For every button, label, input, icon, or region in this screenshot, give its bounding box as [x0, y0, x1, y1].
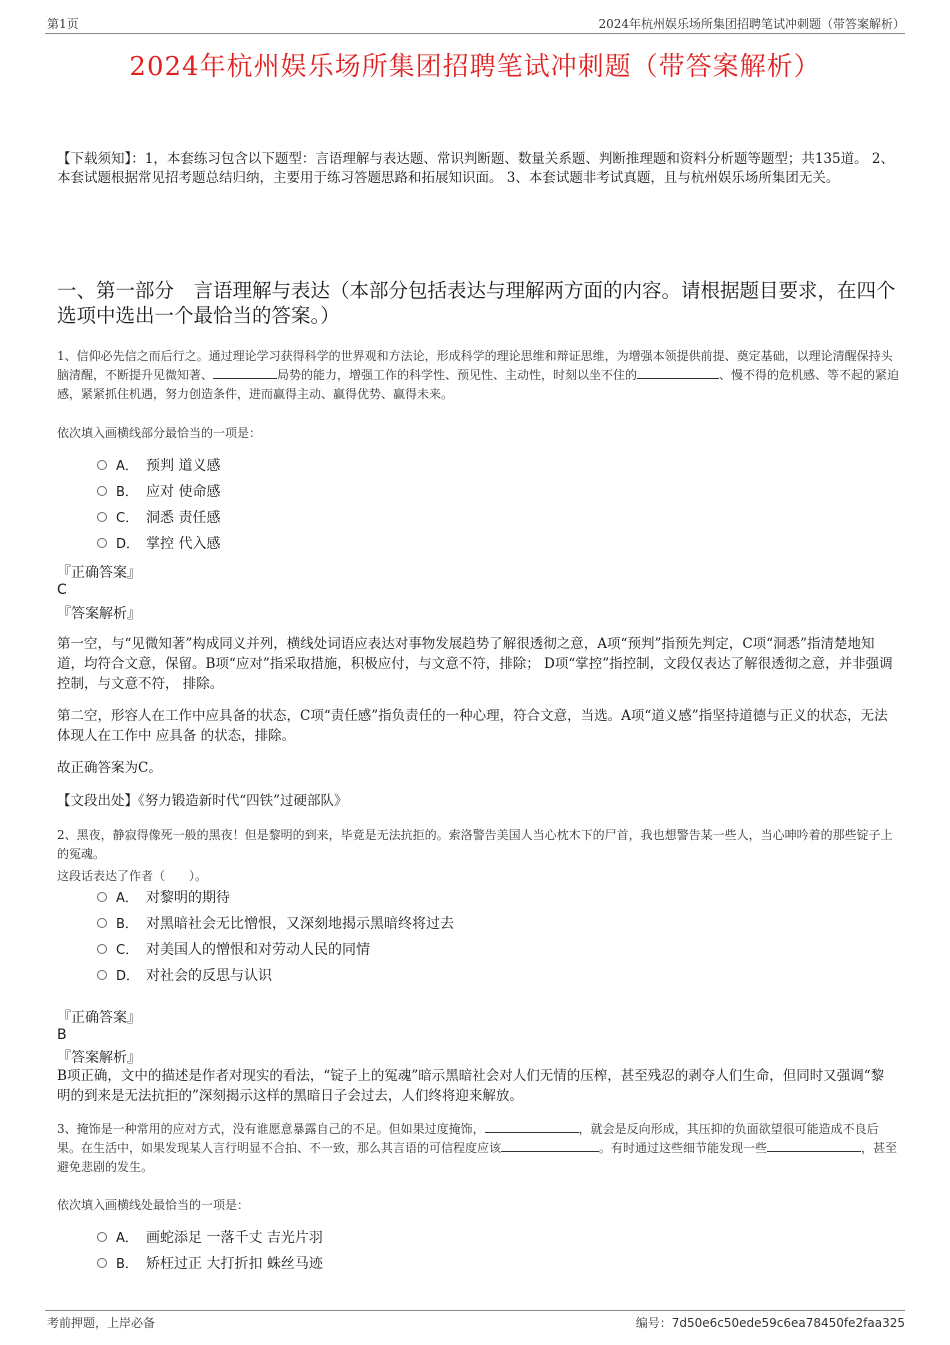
q1-answer: C	[57, 582, 67, 598]
q3-option-b[interactable]: B． 矫枉过正 大打折扣 蛛丝马迹	[97, 1254, 323, 1274]
radio-icon[interactable]	[97, 460, 107, 470]
q2-analysis-paragraph: B项正确，文中的描述是作者对现实的看法，“锭子上的冤魂”暗示黑暗社会对人们无情的压榨，甚至残忍的剥夺人们生命，但同时又强调“黎明的到来是无法抗拒的”深刻揭示这样的黑暗日子会过去，人们终将迎来解放。	[57, 1068, 885, 1104]
q1-option-d[interactable]: D． 掌控 代入感	[97, 534, 220, 554]
question-2-text: 2、黑夜，静寂得像死一般的黑夜！但是黎明的到来，毕竟是无法抗拒的。索洛警告美国人当心枕木下的尸首，我也想警告某一些人，当心呻吟着的那些锭子上的冤魂。	[57, 828, 893, 861]
q1-analysis-conclusion: 故正确答案为C。	[57, 760, 162, 776]
radio-icon[interactable]	[97, 1258, 107, 1268]
download-notice: 【下载须知】：1，本套练习包含以下题型：言语理解与表达题、常识判断题、数量关系题、判断推理题和资料分析题等题型；共135道。 2、本套试题根据常见招考题总结归纳，主要用于练习答题思路和拓展知识面。 3、本套试题非考试真题，且与杭州娱乐场所集团无关。	[57, 151, 894, 186]
q1-source: 【文段出处】《努力锻造新时代“四铁”过硬部队》	[57, 793, 348, 809]
radio-icon[interactable]	[97, 512, 107, 522]
q2-analysis-label: 『答案解析』	[57, 1050, 141, 1066]
document-title: 2024年杭州娱乐场所集团招聘笔试冲刺题（带答案解析）	[129, 52, 821, 82]
q1-option-b[interactable]: B． 应对 使命感	[97, 482, 220, 502]
blank-1	[485, 1120, 579, 1133]
section-heading: 一、第一部分 言语理解与表达（本部分包括表达与理解两方面的内容。请根据题目要求，在四个选项中选出一个最恰当的答案。）	[57, 279, 896, 327]
blank-2	[637, 366, 719, 379]
q1-option-a[interactable]: A． 预判 道义感	[97, 456, 220, 476]
question-1-text: 1、信仰必先信之而后行之。通过理论学习获得科学的世界观和方法论，形成科学的理论思维和辩证思维，为增强本领提供前提、奠定基础，以理论清醒保持头脑清醒，不断提升见微知著、 局势的能力，增强工作的科学性、预见性、主动性，时刻以坐不住的 、慢不得的危机感、等不起的紧迫感，紧紧抓住机遇，努力创造条件，进而赢得主动、赢得优势、赢得未来。	[57, 349, 900, 401]
question-1-instruction: 依次填入画横线部分最恰当的一项是：	[57, 426, 262, 440]
q2-option-d[interactable]: D． 对社会的反思与认识	[97, 966, 272, 986]
blank-3	[767, 1139, 861, 1152]
q1-analysis-paragraph: 第一空，与“见微知著”构成同义并列，横线处词语应表达对事物发展趋势了解很透彻之意，A项“预判”指预先判定，C项“洞悉”指清楚地知道，均符合文意，保留。B项“应对”指采取措施，积极应付，与文意不符，排除； D项“掌控”指控制，文段仅表达了解很透彻之意，并非强调控制，与文意不符， 排除。	[57, 636, 893, 692]
radio-icon[interactable]	[97, 538, 107, 548]
q2-option-a[interactable]: A． 对黎明的期待	[97, 888, 230, 908]
q2-correct-label: 『正确答案』	[57, 1010, 141, 1026]
question-3-text: 3、掩饰是一种常用的应对方式，没有谁愿意暴露自己的不足。但如果过度掩饰， ，就会是反向形成，其压抑的负面欲望很可能造成不良后果。在生活中，如果发现某人言行明显不合拍、不一致，那么其言语的可信程度应该 。有时通过这些细节能发现一些 ，甚至避免悲剧的发生。	[57, 1122, 898, 1174]
q1-correct-label: 『正确答案』	[57, 565, 141, 581]
q3-option-a[interactable]: A． 画蛇添足 一落千丈 吉光片羽	[97, 1228, 323, 1248]
radio-icon[interactable]	[97, 892, 107, 902]
q1-analysis-paragraph: 第二空，形容人在工作中应具备的状态，C项“责任感”指负责任的一种心理，符合文意，当选。A项“道义感”指坚持道德与正义的状态，无法体现人在工作中 应具备 的状态，排除。	[57, 708, 888, 744]
footer-slogan: 考前押题，上岸必备	[47, 1316, 156, 1330]
q1-option-c[interactable]: C． 洞悉 责任感	[97, 508, 220, 528]
radio-icon[interactable]	[97, 486, 107, 496]
header-title: 2024年杭州娱乐场所集团招聘笔试冲刺题（带答案解析）	[598, 17, 905, 31]
footer-divider	[45, 1310, 905, 1311]
blank-1	[213, 366, 277, 379]
q2-option-c[interactable]: C． 对美国人的憎恨和对劳动人民的同情	[97, 940, 370, 960]
page-number: 第1页	[47, 17, 79, 31]
footer-code: 编号：7d50e6c50ede59c6ea78450fe2faa325	[635, 1316, 905, 1330]
q2-answer: B	[57, 1027, 67, 1043]
q2-option-b[interactable]: B． 对黑暗社会无比憎恨，又深刻地揭示黑暗终将过去	[97, 914, 454, 934]
radio-icon[interactable]	[97, 1232, 107, 1242]
header-divider	[45, 33, 905, 34]
blank-2	[501, 1139, 599, 1152]
radio-icon[interactable]	[97, 918, 107, 928]
question-2-instruction: 这段话表达了作者（ ）。	[57, 869, 208, 883]
q1-analysis-label: 『答案解析』	[57, 606, 141, 622]
question-3-instruction: 依次填入画横线处最恰当的一项是：	[57, 1198, 250, 1212]
radio-icon[interactable]	[97, 970, 107, 980]
radio-icon[interactable]	[97, 944, 107, 954]
